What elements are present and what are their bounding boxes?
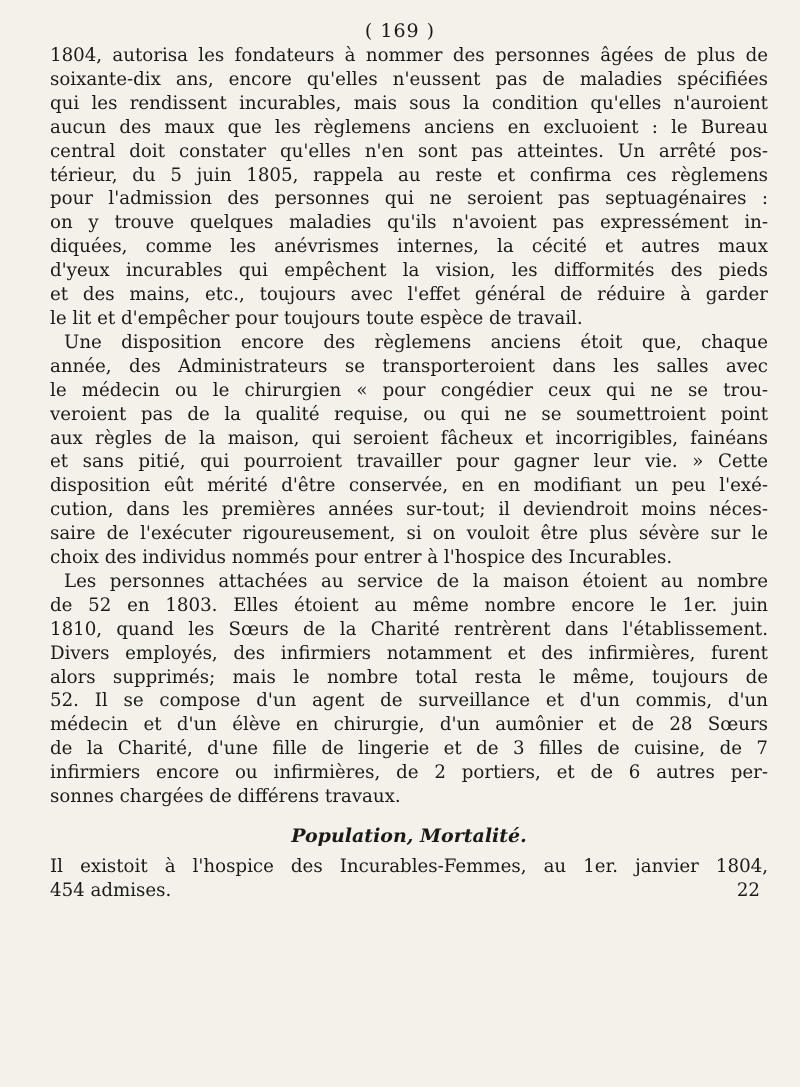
final-line: Il existoit à l'hospice des Incurables-Femmes, au 1er. janvier 1804, [50,855,768,877]
section-heading: Population, Mortalité. [291,825,527,847]
text-line: térieur, du 5 juin 1805, rappela au reste et confirma ces règlemens [50,164,768,186]
final-tail-line [50,879,768,903]
text-line: disposition eût mérité d'être conservée, en en modifiant un peu l'exé- [50,475,768,497]
text-line: le lit et d'empêcher pour toujours toute espèce de travail. [50,307,583,329]
text-line: et sans pitié, qui pourroient travailler pour gagner leur vie. » Cette [50,451,768,473]
text-line: aux règles de la maison, qui seroient fâcheux et incorrigibles, fainéans [50,427,768,449]
page-number: ( 169 ) [364,20,436,42]
text-line: veroient pas de la qualité requise, ou qui ne se soumettroient point [50,403,768,425]
text-line: Les personnes attachées au service de la maison étoient au nombre [64,570,768,592]
text-line: le médecin ou le chirurgien « pour congédier ceux qui ne se trou- [50,379,768,401]
text-line: de 52 en 1803. Elles étoient au même nombre encore le 1er. juin [50,594,768,616]
text-line: de la Charité, d'une fille de lingerie et de 3 filles de cuisine, de 7 [50,738,768,760]
text-line: saire de l'exécuter rigoureusement, si on vouloit être plus sévère sur le [50,523,768,545]
text-line: d'yeux incurables qui empêchent la vision, les difformités des pieds [50,260,768,282]
text-line: 52. Il se compose d'un agent de surveillance et d'un commis, d'un [50,690,768,712]
text-line: on y trouve quelques maladies qu'ils n'avoient pas expressément in- [50,212,768,234]
text-line: diquées, comme les anévrismes internes, la cécité et autres maux [50,236,768,258]
text-line: 1804, autorisa les fondateurs à nommer des personnes âgées de plus de [50,45,768,66]
text-line: Une disposition encore des règlemens anciens étoit que, chaque [64,331,768,353]
final-tail: 454 admises. [50,879,172,901]
text-line: aucun des maux que les règlemens anciens en excluoient : le Bureau [50,116,768,138]
paragraphs [50,44,768,809]
text-line: choix des individus nommés pour entrer à l'hospice des Incurables. [50,547,673,569]
text-line: cution, dans les premières années sur-tout; il deviendroit moins néces- [50,499,768,521]
text-line: sonnes chargées de différens travaux. [50,786,401,808]
text-line: qui les rendissent incurables, mais sous la condition qu'elles n'auroient [50,92,768,114]
body-text [50,44,768,903]
signature-mark: 22 [736,879,760,901]
text-line: année, des Administrateurs se transporteroient dans les salles avec [50,355,768,377]
text-line: soixante-dix ans, encore qu'elles n'eussent pas de maladies spécifiées [50,68,768,90]
text-line: pour l'admission des personnes qui ne seroient pas septuagénaires : [50,188,768,210]
text-line: alors supprimés; mais le nombre total resta le même, toujours de [50,666,768,688]
text-line: médecin et d'un élève en chirurgie, d'un aumônier et de 28 Sœurs [50,714,768,736]
text-line: infirmiers encore ou infirmières, de 2 portiers, et de 6 autres per- [50,762,768,784]
text-line: central doit constater qu'elles n'en sont pas atteintes. Un arrêté pos- [50,140,768,162]
text-line: 1810, quand les Sœurs de la Charité rentrèrent dans l'établissement. [50,618,768,640]
text-line: et des mains, etc., toujours avec l'effet général de réduire à garder [50,284,768,306]
text-line: Divers employés, des infirmiers notamment et des infirmières, furent [50,642,768,664]
